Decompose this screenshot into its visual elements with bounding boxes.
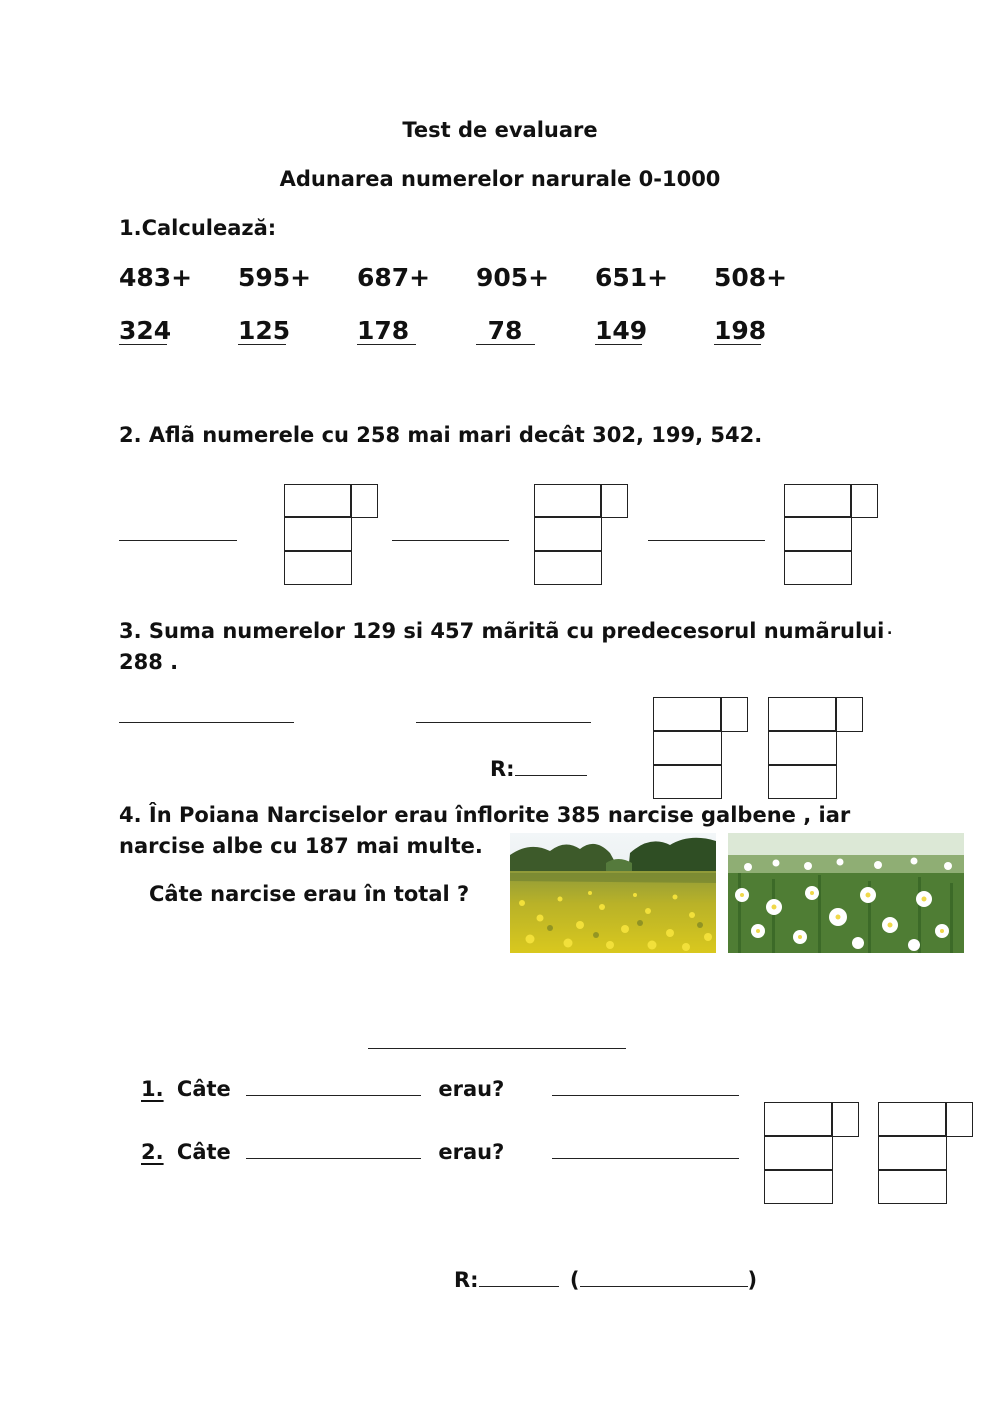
grid-cell[interactable] — [784, 484, 852, 518]
answer-unit-blank[interactable] — [580, 1266, 748, 1287]
grid-cell[interactable] — [768, 697, 837, 732]
problem-3-bottom: 178 — [357, 316, 410, 345]
grid-cell[interactable] — [850, 484, 878, 518]
grid-cell[interactable] — [945, 1102, 973, 1137]
step-start: Câte — [176, 1077, 231, 1101]
problem-5-top: 651+ — [595, 263, 669, 292]
step-number: 1. — [141, 1077, 164, 1101]
exercise-3-answer — [490, 755, 587, 781]
problem-4-underline — [476, 344, 535, 345]
grid-cell[interactable] — [878, 1169, 947, 1204]
problem-4-bottom: 78 — [487, 316, 523, 345]
grid-cell[interactable] — [284, 484, 352, 518]
step-1 — [141, 1075, 739, 1101]
exercise-4-line2: narcise albe cu 187 mai multe. — [119, 834, 483, 858]
problem-6-bottom: 198 — [714, 316, 767, 345]
grid-cell[interactable] — [284, 550, 352, 585]
grid-cell[interactable] — [534, 550, 602, 585]
answer-label: R: — [454, 1268, 479, 1292]
problem-3-top: 687+ — [357, 263, 431, 292]
step-answer-blank[interactable] — [552, 1138, 739, 1159]
grid-cell[interactable] — [768, 730, 837, 766]
grid-cell[interactable] — [878, 1102, 947, 1137]
problem-1-top: 483+ — [119, 263, 193, 292]
answer-line-2[interactable] — [392, 540, 509, 541]
grid-cell[interactable] — [835, 697, 863, 732]
final-answer — [454, 1266, 757, 1292]
grid-cell[interactable] — [784, 516, 852, 552]
answer-line-6[interactable] — [368, 1048, 626, 1049]
exercise-3-line1: 3. Suma numerelor 129 si 457 mãritã cu predecesorul numãrului — [119, 619, 885, 643]
problem-6-top: 508+ — [714, 263, 788, 292]
white-daffodils-image — [728, 833, 964, 953]
grid-cell[interactable] — [720, 697, 748, 732]
problem-1-underline — [119, 344, 167, 345]
grid-cell[interactable] — [878, 1135, 947, 1171]
problem-2-underline — [238, 344, 286, 345]
answer-blank[interactable] — [515, 755, 587, 776]
problem-5-bottom: 149 — [595, 316, 648, 345]
grid-cell[interactable] — [653, 730, 722, 766]
grid-cell[interactable] — [350, 484, 378, 518]
exercise-4-line1: 4. În Poiana Narciselor erau înflorite 385 narcise galbene , iar — [119, 803, 851, 827]
yellow-daffodil-meadow-image — [510, 833, 716, 953]
exercise-3-line2: 288 . — [119, 650, 179, 674]
step-blank[interactable] — [246, 1138, 421, 1159]
paren-close: ) — [747, 1268, 758, 1292]
grid-cell[interactable] — [284, 516, 352, 552]
grid-cell[interactable] — [764, 1135, 833, 1171]
step-blank[interactable] — [246, 1075, 421, 1096]
step-end: erau? — [438, 1077, 505, 1101]
step-end: erau? — [438, 1140, 505, 1164]
answer-line-3[interactable] — [648, 540, 765, 541]
answer-blank[interactable] — [479, 1266, 559, 1287]
grid-cell[interactable] — [534, 516, 602, 552]
grid-cell[interactable] — [784, 550, 852, 585]
grid-cell[interactable] — [831, 1102, 859, 1137]
grid-cell[interactable] — [653, 764, 722, 799]
step-number: 2. — [141, 1140, 164, 1164]
problem-5-underline — [595, 344, 642, 345]
step-start: Câte — [176, 1140, 231, 1164]
answer-line-1[interactable] — [119, 540, 237, 541]
grid-cell[interactable] — [534, 484, 602, 518]
problem-3-underline — [357, 344, 416, 345]
grid-cell[interactable] — [653, 697, 722, 732]
problem-2-bottom: 125 — [238, 316, 291, 345]
step-2 — [141, 1138, 739, 1164]
problem-4-top: 905+ — [476, 263, 550, 292]
grid-cell[interactable] — [768, 764, 837, 799]
grid-cell[interactable] — [764, 1102, 833, 1137]
exercise-2-label: 2. Aflã numerele cu 258 mai mari decât 302, 199, 542. — [119, 423, 763, 447]
problem-1-bottom: 324 — [119, 316, 172, 345]
problem-6-underline — [714, 344, 761, 345]
grid-cell[interactable] — [600, 484, 628, 518]
page-subtitle: Adunarea numerelor narurale 0-1000 — [279, 167, 721, 191]
grid-cell[interactable] — [764, 1169, 833, 1204]
exercise-1-label: 1.Calculează: — [119, 216, 277, 240]
answer-line-5[interactable] — [416, 722, 591, 723]
problem-2-top: 595+ — [238, 263, 312, 292]
paren-open: ( — [569, 1268, 580, 1292]
exercise-4-question: Câte narcise erau în total ? — [149, 882, 470, 906]
answer-line-4[interactable] — [119, 722, 294, 723]
answer-label: R: — [490, 757, 515, 781]
exercise-3-dot: . — [887, 622, 893, 638]
step-answer-blank[interactable] — [552, 1075, 739, 1096]
page-title: Test de evaluare — [402, 118, 598, 142]
